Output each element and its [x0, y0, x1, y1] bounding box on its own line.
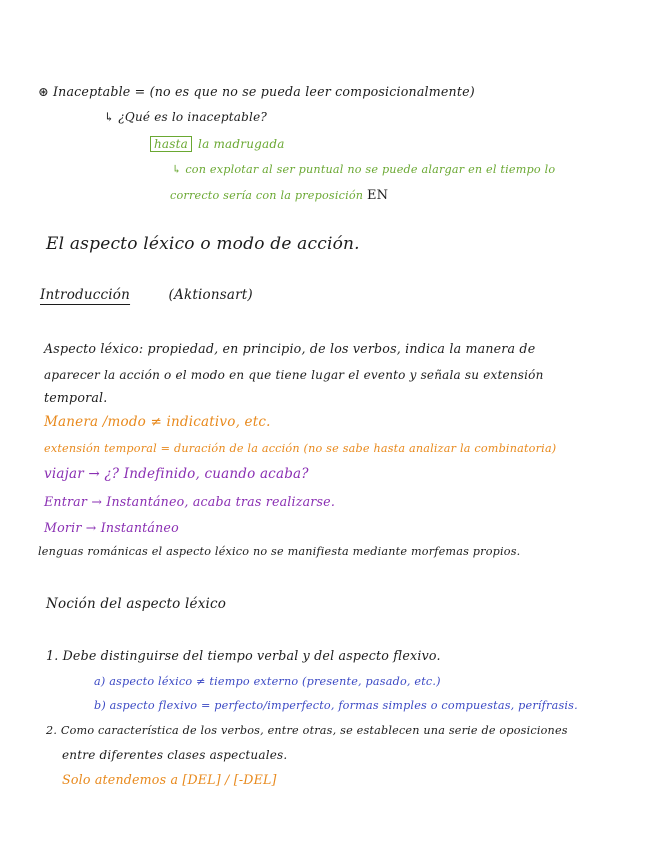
list-item-2-cont: entre diferentes clases aspectuales. [62, 748, 288, 762]
boxed-word: hasta [150, 136, 192, 152]
note-line-viajar: viajar → ¿? Indefinido, cuando acaba? [44, 466, 309, 482]
note-line-entrar: Entrar → Instantáneo, acaba tras realizarse. [44, 494, 336, 509]
list-item-2: 2. Como característica de los verbos, entre otras, se establecen una serie de oposiciones [46, 724, 568, 737]
note-line-preposicion [170, 188, 388, 203]
note-line-morir: Morir → Instantáneo [44, 520, 179, 535]
asterisk-circle-icon: ⊛ [38, 84, 49, 99]
list-item-1: 1. Debe distinguirse del tiempo verbal y del aspecto flexivo. [46, 648, 441, 663]
note-line-explotar [172, 163, 555, 176]
list-subitem-a: a) aspecto léxico ≠ tiempo externo (presente, pasado, etc.) [94, 675, 441, 688]
heading-aside: (Aktionsart) [168, 287, 253, 303]
note-line-def-1: Aspecto léxico: propiedad, en principio, de los verbos, indica la manera de [44, 341, 536, 356]
note-text: correcto sería con la preposición [170, 189, 364, 202]
note-text: Inaceptable = (no es que no se pueda leer composicionalmente) [52, 84, 475, 99]
section-heading-aspecto: El aspecto léxico o modo de acción. [46, 234, 360, 254]
list-subitem-b: b) aspecto flexivo = perfecto/imperfecto, formas simples o compuestas, perífrasis. [94, 699, 578, 712]
section-heading-introduccion [40, 287, 253, 303]
note-line-question [104, 110, 267, 124]
note-line-def-3: temporal. [44, 390, 108, 405]
note-text: con explotar al ser puntual no se puede alargar en el tiempo lo [185, 163, 556, 176]
note-text: ¿Qué es lo inaceptable? [118, 110, 268, 124]
note-line-manera: Manera /modo ≠ indicativo, etc. [44, 414, 271, 430]
note-line-solo: Solo atendemos a [DEL] / [-DEL] [62, 772, 277, 787]
note-line-inaceptable [38, 84, 475, 99]
arrow-icon: ↳ [104, 110, 115, 124]
note-line-hasta [150, 137, 285, 151]
note-text: la madrugada [198, 137, 285, 151]
arrow-icon: ↳ [172, 163, 182, 176]
heading-text: Introducción [40, 287, 131, 303]
section-heading-nocion: Noción del aspecto léxico [46, 596, 227, 612]
note-line-extension: extensión temporal = duración de la acción (no se sabe hasta analizar la combinatoria) [44, 442, 557, 455]
note-line-def-2: aparecer la acción o el modo en que tiene lugar el evento y señala su extensión [44, 368, 544, 382]
note-text-en: EN [366, 188, 389, 203]
note-line-lenguas: lenguas románicas el aspecto léxico no se manifiesta mediante morfemas propios. [38, 545, 521, 558]
